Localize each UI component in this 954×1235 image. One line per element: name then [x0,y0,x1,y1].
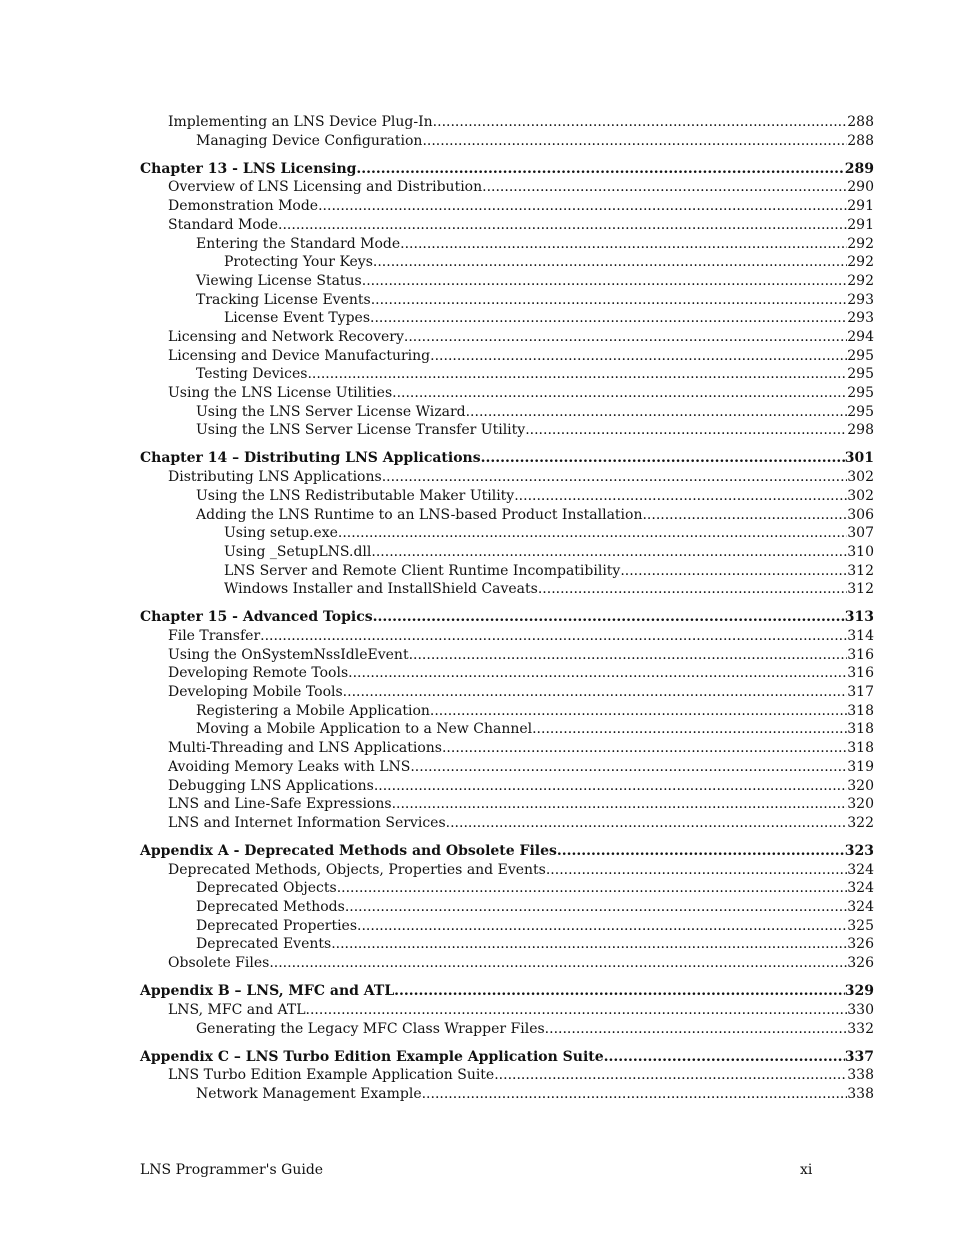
toc-entry-title: Generating the Legacy MFC Class Wrapper Files [196,1020,545,1037]
toc-entry-title: License Event Types [224,310,371,327]
toc-dot-leader [345,898,847,917]
toc-entry-title: Registering a Mobile Application [196,702,430,719]
toc-entry[interactable] [140,739,874,758]
toc-entry[interactable] [140,814,874,833]
toc-dot-leader [382,468,848,487]
toc-entry-page: 293 [847,310,874,327]
toc-entry-title: Protecting Your Keys [224,254,373,271]
toc-entry-title: Deprecated Objects [196,880,337,897]
toc-entry[interactable] [140,720,874,739]
toc-entry[interactable] [140,898,874,917]
toc-chapter-entry[interactable] [140,608,874,627]
toc-entry-page: 324 [847,899,874,916]
toc-dot-leader [514,487,847,506]
toc-entry[interactable] [140,861,874,880]
toc-entry-title: Licensing and Network Recovery [168,328,404,345]
toc-entry-title: Licensing and Device Manufacturing [168,347,431,364]
toc-entry-page: 338 [847,1086,874,1103]
toc-entry-page: 291 [847,216,874,233]
toc-dot-leader [371,291,848,310]
toc-chapter-entry[interactable] [140,982,874,1001]
toc-entry-page: 313 [844,609,874,626]
toc-entry-title: File Transfer [168,628,261,645]
toc-dot-leader [481,449,845,468]
toc-dot-leader [557,842,845,861]
toc-entry-page: 316 [847,665,874,682]
toc-entry[interactable] [140,1001,874,1020]
toc-dot-leader [356,160,844,179]
toc-entry[interactable] [140,309,874,328]
toc-entry-page: 310 [847,543,874,560]
toc-entry[interactable] [140,421,874,440]
toc-entry-title: LNS Turbo Edition Example Application Suite [168,1067,495,1084]
toc-dot-leader [620,562,847,581]
toc-entry-title: LNS Server and Remote Client Runtime Incompatibility [224,562,621,579]
toc-dot-leader [642,506,847,525]
toc-dot-leader [392,384,847,403]
toc-dot-leader [337,879,848,898]
toc-dot-leader [357,917,847,936]
toc-entry[interactable] [140,777,874,796]
toc-entry-title: Debugging LNS Applications [168,777,374,794]
toc-entry-page: 302 [847,487,874,504]
toc-entry-page: 326 [847,955,874,972]
toc-entry-title: Deprecated Events [196,936,332,953]
toc-dot-leader [331,935,847,954]
toc-entry[interactable] [140,132,874,151]
toc-entry-page: 292 [847,235,874,252]
toc-entry-page: 295 [847,403,874,420]
toc-dot-leader [343,683,848,702]
toc-entry[interactable] [140,683,874,702]
toc-entry[interactable] [140,384,874,403]
toc-entry-title: Multi-Threading and LNS Applications [168,740,442,757]
toc-entry-page: 307 [847,525,874,542]
toc-entry-title: Using the OnSystemNssIdleEvent [168,646,409,663]
toc-dot-leader [362,272,848,291]
toc-entry-title: Obsolete Files [168,955,270,972]
toc-entry[interactable] [140,935,874,954]
toc-entry[interactable] [140,328,874,347]
toc-entry-page: 312 [847,562,874,579]
table-of-contents [140,113,874,1104]
toc-entry-page: 301 [844,450,874,467]
toc-entry-page: 330 [847,1001,874,1018]
toc-dot-leader [446,814,848,833]
toc-entry-page: 295 [847,347,874,364]
toc-dot-leader [482,178,847,197]
toc-dot-leader [394,982,845,1001]
toc-entry-page: 318 [847,721,874,738]
toc-entry[interactable] [140,197,874,216]
toc-dot-leader [392,795,848,814]
toc-dot-leader [318,197,847,216]
toc-entry-page: 329 [844,983,874,1000]
toc-entry-page: 291 [847,198,874,215]
toc-entry[interactable] [140,562,874,581]
toc-entry[interactable] [140,365,874,384]
toc-entry-page: 326 [847,936,874,953]
footer-page-number: xi [800,1162,813,1178]
toc-entry-page: 322 [847,814,874,831]
toc-dot-leader [604,1048,845,1067]
toc-dot-leader [422,132,847,151]
toc-dot-leader [370,309,847,328]
toc-entry[interactable] [140,917,874,936]
toc-entry-title: Network Management Example [196,1086,422,1103]
toc-entry[interactable] [140,506,874,525]
toc-entry-title: Developing Remote Tools [168,665,349,682]
toc-entry-title: Using the LNS Redistributable Maker Utility [196,487,515,504]
toc-chapter-entry[interactable] [140,160,874,179]
toc-entry[interactable] [140,524,874,543]
toc-entry-title: Viewing License Status [196,272,362,289]
toc-entry-page: 320 [847,796,874,813]
toc-entry-page: 337 [844,1048,874,1065]
toc-entry-title: LNS, MFC and ATL [168,1001,306,1018]
toc-dot-leader [532,720,847,739]
toc-entry-page: 325 [847,917,874,934]
toc-entry-title: Standard Mode [168,216,279,233]
toc-entry-page: 338 [847,1067,874,1084]
toc-entry-title: Deprecated Methods, Objects, Properties and Events [168,861,546,878]
toc-entry[interactable] [140,253,874,272]
toc-entry[interactable] [140,795,874,814]
toc-entry-page: 295 [847,385,874,402]
toc-entry-page: 294 [847,328,874,345]
toc-entry-page: 323 [844,843,874,859]
toc-entry-page: 324 [847,861,874,878]
toc-dot-leader [373,253,847,272]
toc-entry-page: 289 [844,160,874,177]
toc-dot-leader [371,543,847,562]
toc-dot-leader [269,954,847,973]
toc-dot-leader [307,365,847,384]
toc-entry-title: Appendix B – LNS, MFC and ATL [140,983,395,1000]
toc-entry[interactable] [140,1066,874,1085]
toc-entry-title: Using the LNS Server License Transfer Utility [196,422,526,439]
toc-entry[interactable] [140,291,874,310]
toc-chapter-entry[interactable] [140,449,874,468]
toc-entry-title: Chapter 15 - Advanced Topics [140,609,373,626]
toc-entry-title: Distributing LNS Applications [168,469,382,486]
toc-dot-leader [374,777,847,796]
toc-entry-title: Testing Devices [196,366,308,383]
toc-entry[interactable] [140,627,874,646]
toc-entry-page: 312 [847,581,874,598]
toc-entry[interactable] [140,347,874,366]
toc-entry-page: 293 [847,291,874,308]
toc-entry[interactable] [140,954,874,973]
toc-entry-page: 302 [847,469,874,486]
toc-dot-leader [430,702,847,721]
toc-entry-title: Managing Device Configuration [196,132,423,149]
toc-dot-leader [525,421,847,440]
toc-dot-leader [373,608,845,627]
toc-entry[interactable] [140,580,874,599]
toc-dot-leader [338,524,847,543]
toc-chapter-entry[interactable] [140,1048,874,1067]
toc-entry-page: 318 [847,740,874,757]
toc-dot-leader [545,1020,848,1039]
toc-dot-leader [494,1066,847,1085]
toc-entry[interactable] [140,272,874,291]
toc-entry-page: 319 [847,758,874,775]
toc-entry-title: LNS and Line-Safe Expressions [168,796,392,813]
toc-entry[interactable] [140,758,874,777]
footer-document-title: LNS Programmer's Guide [140,1162,324,1178]
toc-entry-page: 288 [847,114,874,130]
toc-entry-title: Chapter 13 - LNS Licensing [140,160,357,177]
toc-entry-page: 288 [847,132,874,149]
toc-entry[interactable] [140,235,874,254]
toc-entry[interactable] [140,468,874,487]
toc-entry-title: Implementing an LNS Device Plug-In [168,114,433,130]
toc-entry-page: 324 [847,880,874,897]
toc-entry[interactable] [140,664,874,683]
toc-dot-leader [278,216,847,235]
toc-entry-page: 295 [847,366,874,383]
toc-entry-title: Moving a Mobile Application to a New Channel [196,721,533,738]
toc-entry[interactable] [140,879,874,898]
toc-dot-leader [348,664,847,683]
toc-entry-title: Using setup.exe [224,525,338,542]
toc-entry[interactable] [140,543,874,562]
toc-entry-title: Chapter 14 – Distributing LNS Applications [140,450,481,467]
toc-entry-title: Avoiding Memory Leaks with LNS [168,758,411,775]
toc-entry[interactable] [140,646,874,665]
toc-entry[interactable] [140,113,874,132]
toc-dot-leader [538,580,847,599]
toc-dot-leader [400,235,847,254]
toc-entry-title: Deprecated Methods [196,899,345,916]
toc-entry-title: Tracking License Events [196,291,371,308]
toc-entry-title: Entering the Standard Mode [196,235,401,252]
toc-dot-leader [260,627,847,646]
toc-entry-title: Using _SetupLNS.dll [224,543,372,560]
toc-entry[interactable] [140,216,874,235]
toc-dot-leader [422,1085,848,1104]
toc-entry-page: 306 [847,506,874,523]
toc-entry-title: Appendix C – LNS Turbo Edition Example Application Suite [140,1048,604,1065]
toc-entry-page: 290 [847,179,874,196]
toc-entry[interactable] [140,487,874,506]
toc-entry-title: Windows Installer and InstallShield Caveats [224,581,538,598]
toc-chapter-entry[interactable] [140,842,874,861]
toc-entry-title: Using the LNS License Utilities [168,385,393,402]
toc-dot-leader [466,403,848,422]
toc-entry-title: Overview of LNS Licensing and Distribution [168,179,483,196]
toc-entry-page: 332 [847,1020,874,1037]
toc-dot-leader [410,758,847,777]
toc-entry[interactable] [140,702,874,721]
toc-entry-page: 320 [847,777,874,794]
toc-dot-leader [409,646,848,665]
toc-entry-page: 314 [847,628,874,645]
toc-entry-title: Adding the LNS Runtime to an LNS-based Product Installation [196,506,643,523]
toc-entry-title: Using the LNS Server License Wizard [196,403,466,420]
toc-entry-title: LNS and Internet Information Services [168,814,446,831]
toc-dot-leader [546,861,847,880]
toc-entry[interactable] [140,178,874,197]
toc-entry-page: 298 [847,422,874,439]
toc-entry-page: 317 [847,684,874,701]
toc-entry-page: 292 [847,254,874,271]
toc-dot-leader [306,1001,848,1020]
toc-dot-leader [442,739,847,758]
toc-entry-title: Appendix A - Deprecated Methods and Obsolete Files [140,843,557,859]
toc-entry[interactable] [140,1020,874,1039]
toc-entry[interactable] [140,403,874,422]
toc-dot-leader [430,347,847,366]
toc-entry-title: Demonstration Mode [168,198,319,215]
toc-entry[interactable] [140,1085,874,1104]
toc-dot-leader [433,113,848,132]
toc-entry-title: Developing Mobile Tools [168,684,343,701]
toc-entry-title: Deprecated Properties [196,917,358,934]
toc-entry-page: 318 [847,702,874,719]
toc-dot-leader [404,328,847,347]
toc-entry-page: 292 [847,272,874,289]
toc-entry-page: 316 [847,646,874,663]
